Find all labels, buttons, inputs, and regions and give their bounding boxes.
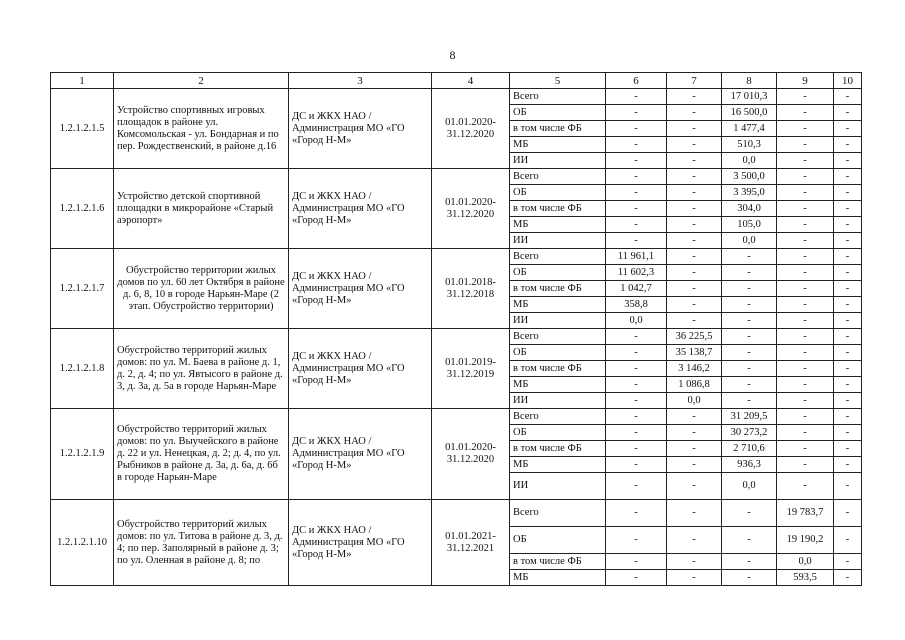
funding-amount: 3 395,0 [722, 185, 777, 201]
funding-amount: - [722, 345, 777, 361]
funding-amount: - [667, 185, 722, 201]
funding-amount: - [834, 281, 862, 297]
funding-amount: - [777, 137, 834, 153]
funding-amount: - [667, 425, 722, 441]
funding-source: ИИ [510, 233, 606, 249]
funding-amount: 35 138,7 [667, 345, 722, 361]
funding-source: МБ [510, 137, 606, 153]
funding-source: в том числе ФБ [510, 554, 606, 570]
funding-amount: - [834, 265, 862, 281]
funding-amount: 936,3 [722, 457, 777, 473]
funding-amount: 30 273,2 [722, 425, 777, 441]
funding-amount: 0,0 [722, 153, 777, 169]
funding-amount: - [606, 473, 667, 500]
funding-source: МБ [510, 570, 606, 586]
funding-amount: - [606, 137, 667, 153]
program-item-name: Устройство детской спортивной площадки в микрорайоне «Старый аэропорт» [114, 169, 289, 249]
funding-amount: 593,5 [777, 570, 834, 586]
table-row [51, 409, 862, 425]
funding-amount: - [667, 89, 722, 105]
funding-amount: 2 710,6 [722, 441, 777, 457]
funding-amount: - [667, 570, 722, 586]
funding-amount: - [722, 361, 777, 377]
funding-amount: - [834, 361, 862, 377]
responsible-executor: ДС и ЖКХ НАО / Администрация МО «ГО «Город Н-М» [289, 249, 432, 329]
funding-amount: - [606, 153, 667, 169]
funding-amount: - [834, 105, 862, 121]
funding-amount: - [606, 393, 667, 409]
funding-amount: - [606, 169, 667, 185]
implementation-period: 01.01.2019-31.12.2019 [432, 329, 510, 409]
program-item-code: 1.2.1.2.1.8 [51, 329, 114, 409]
funding-source: Всего [510, 89, 606, 105]
funding-source: МБ [510, 297, 606, 313]
funding-source: в том числе ФБ [510, 201, 606, 217]
funding-amount: - [722, 281, 777, 297]
funding-source: в том числе ФБ [510, 281, 606, 297]
funding-amount: - [667, 297, 722, 313]
funding-amount: - [667, 473, 722, 500]
funding-amount: - [667, 105, 722, 121]
funding-amount: - [606, 201, 667, 217]
funding-amount: - [722, 249, 777, 265]
table-row [51, 249, 862, 265]
funding-amount: - [834, 313, 862, 329]
funding-amount: - [777, 169, 834, 185]
funding-amount: - [606, 554, 667, 570]
funding-source: ОБ [510, 105, 606, 121]
funding-amount: - [606, 457, 667, 473]
funding-amount: 11 961,1 [606, 249, 667, 265]
funding-amount: - [667, 137, 722, 153]
funding-amount: - [777, 89, 834, 105]
funding-amount: - [606, 570, 667, 586]
funding-source: Всего [510, 329, 606, 345]
funding-source: ИИ [510, 393, 606, 409]
funding-amount: - [777, 393, 834, 409]
program-item-name: Обустройство территорий жилых домов: по ул. Титова в районе д. 3, д. 4; по пер. Заполярный в районе д. 3; по ул. Оленная в районе д. 8; по [114, 500, 289, 586]
funding-amount: - [777, 409, 834, 425]
implementation-period: 01.01.2018-31.12.2018 [432, 249, 510, 329]
funding-amount: - [667, 153, 722, 169]
funding-amount: - [667, 249, 722, 265]
table-row [51, 89, 862, 105]
funding-amount: 0,0 [667, 393, 722, 409]
funding-source: МБ [510, 217, 606, 233]
funding-amount: 0,0 [722, 233, 777, 249]
funding-amount: 11 602,3 [606, 265, 667, 281]
header-cell: 9 [777, 73, 834, 89]
funding-amount: - [834, 217, 862, 233]
table-row [51, 500, 862, 527]
funding-amount: 16 500,0 [722, 105, 777, 121]
funding-amount: 0,0 [777, 554, 834, 570]
funding-amount: - [667, 527, 722, 554]
funding-amount: - [834, 441, 862, 457]
implementation-period: 01.01.2020-31.12.2020 [432, 409, 510, 500]
funding-amount: - [777, 473, 834, 500]
funding-amount: - [606, 217, 667, 233]
funding-amount: - [777, 441, 834, 457]
funding-amount: - [777, 361, 834, 377]
funding-amount: - [777, 329, 834, 345]
funding-source: в том числе ФБ [510, 121, 606, 137]
program-item-code: 1.2.1.2.1.5 [51, 89, 114, 169]
funding-amount: - [722, 313, 777, 329]
funding-amount: - [722, 377, 777, 393]
funding-amount: - [834, 89, 862, 105]
funding-source: ОБ [510, 265, 606, 281]
funding-source: Всего [510, 500, 606, 527]
funding-amount: - [722, 265, 777, 281]
funding-amount: - [777, 377, 834, 393]
funding-amount: - [777, 185, 834, 201]
funding-amount: - [834, 473, 862, 500]
funding-source: ОБ [510, 527, 606, 554]
table-row [51, 329, 862, 345]
header-cell: 7 [667, 73, 722, 89]
funding-amount: - [606, 89, 667, 105]
funding-amount: - [777, 297, 834, 313]
implementation-period: 01.01.2020-31.12.2020 [432, 169, 510, 249]
funding-amount: - [606, 527, 667, 554]
funding-amount: - [834, 121, 862, 137]
header-row [51, 73, 862, 89]
funding-amount: - [722, 527, 777, 554]
funding-amount: - [834, 169, 862, 185]
header-cell: 8 [722, 73, 777, 89]
funding-amount: - [606, 233, 667, 249]
funding-source: Всего [510, 249, 606, 265]
funding-amount: 1 086,8 [667, 377, 722, 393]
funding-source: МБ [510, 377, 606, 393]
funding-amount: - [667, 201, 722, 217]
header-cell: 5 [510, 73, 606, 89]
funding-amount: - [606, 345, 667, 361]
funding-amount: - [834, 185, 862, 201]
header-cell: 6 [606, 73, 667, 89]
funding-source: ИИ [510, 313, 606, 329]
funding-amount: - [606, 121, 667, 137]
funding-amount: - [834, 137, 862, 153]
funding-source: в том числе ФБ [510, 361, 606, 377]
funding-amount: - [834, 377, 862, 393]
funding-source: ИИ [510, 473, 606, 500]
funding-amount: - [667, 217, 722, 233]
implementation-period: 01.01.2021-31.12.2021 [432, 500, 510, 586]
funding-amount: 358,8 [606, 297, 667, 313]
funding-amount: - [834, 201, 862, 217]
funding-amount: 3 500,0 [722, 169, 777, 185]
funding-source: Всего [510, 169, 606, 185]
funding-source: ОБ [510, 425, 606, 441]
header-cell: 3 [289, 73, 432, 89]
funding-amount: - [667, 313, 722, 329]
funding-amount: - [834, 409, 862, 425]
table-row [51, 169, 862, 185]
funding-amount: - [606, 441, 667, 457]
funding-amount: - [606, 185, 667, 201]
program-item-code: 1.2.1.2.1.10 [51, 500, 114, 586]
funding-amount: - [667, 409, 722, 425]
funding-amount: - [667, 554, 722, 570]
funding-amount: - [722, 570, 777, 586]
funding-amount: - [777, 425, 834, 441]
funding-amount: - [606, 105, 667, 121]
program-item-name: Устройство спортивных игровых площадок в районе ул. Комсомольская - ул. Бондарная и по пер. Рождественский, в районе д.16 [114, 89, 289, 169]
funding-amount: - [834, 554, 862, 570]
funding-amount: 3 146,2 [667, 361, 722, 377]
funding-amount: - [667, 265, 722, 281]
funding-amount: - [667, 441, 722, 457]
funding-amount: 19 190,2 [777, 527, 834, 554]
funding-amount: - [667, 169, 722, 185]
funding-amount: - [777, 313, 834, 329]
responsible-executor: ДС и ЖКХ НАО / Администрация МО «ГО «Город Н-М» [289, 169, 432, 249]
funding-amount: - [606, 329, 667, 345]
responsible-executor: ДС и ЖКХ НАО / Администрация МО «ГО «Город Н-М» [289, 409, 432, 500]
funding-amount: - [834, 297, 862, 313]
funding-source: МБ [510, 457, 606, 473]
funding-amount: - [777, 105, 834, 121]
funding-amount: - [834, 233, 862, 249]
program-item-name: Обустройство территорий жилых домов: по ул. М. Баева в районе д. 1, д. 2, д. 4; по ул. Явтысого в районе д. 3, д. 3а, д. 5а в городе Нарьян-Маре [114, 329, 289, 409]
funding-amount: - [834, 457, 862, 473]
header-cell: 1 [51, 73, 114, 89]
funding-amount: - [722, 500, 777, 527]
responsible-executor: ДС и ЖКХ НАО / Администрация МО «ГО «Город Н-М» [289, 89, 432, 169]
program-item-name: Обустройство территории жилых домов по ул. 60 лет Октября в районе д. 6, 8, 10 в городе Нарьян-Маре (2 этап. Обустройство территории) [114, 249, 289, 329]
program-item-code: 1.2.1.2.1.6 [51, 169, 114, 249]
funding-amount: - [777, 457, 834, 473]
implementation-period: 01.01.2020-31.12.2020 [432, 89, 510, 169]
funding-amount: - [667, 281, 722, 297]
funding-amount: - [834, 345, 862, 361]
funding-source: ОБ [510, 345, 606, 361]
funding-amount: - [606, 425, 667, 441]
funding-amount: 304,0 [722, 201, 777, 217]
funding-amount: - [777, 281, 834, 297]
funding-amount: 36 225,5 [667, 329, 722, 345]
funding-amount: - [667, 121, 722, 137]
funding-amount: - [606, 409, 667, 425]
funding-amount: - [834, 393, 862, 409]
program-item-code: 1.2.1.2.1.9 [51, 409, 114, 500]
funding-amount: - [606, 361, 667, 377]
header-cell: 2 [114, 73, 289, 89]
funding-amount: - [722, 329, 777, 345]
funding-source: ИИ [510, 153, 606, 169]
funding-amount: - [834, 500, 862, 527]
funding-amount: - [667, 233, 722, 249]
funding-amount: - [777, 345, 834, 361]
funding-amount: 17 010,3 [722, 89, 777, 105]
funding-amount: - [834, 153, 862, 169]
funding-amount: 31 209,5 [722, 409, 777, 425]
funding-amount: - [777, 121, 834, 137]
funding-amount: - [834, 425, 862, 441]
funding-source: ОБ [510, 185, 606, 201]
program-item-code: 1.2.1.2.1.7 [51, 249, 114, 329]
funding-amount: 0,0 [606, 313, 667, 329]
page-number: 8 [449, 48, 456, 62]
funding-amount: 1 477,4 [722, 121, 777, 137]
funding-amount: - [722, 554, 777, 570]
funding-amount: - [777, 153, 834, 169]
funding-amount: - [606, 377, 667, 393]
header-cell: 10 [834, 73, 862, 89]
header-cell: 4 [432, 73, 510, 89]
funding-amount: - [777, 249, 834, 265]
funding-amount: - [834, 329, 862, 345]
funding-amount: 105,0 [722, 217, 777, 233]
funding-amount: 19 783,7 [777, 500, 834, 527]
funding-amount: 510,3 [722, 137, 777, 153]
funding-amount: - [834, 249, 862, 265]
funding-amount: - [777, 201, 834, 217]
funding-amount: - [777, 233, 834, 249]
responsible-executor: ДС и ЖКХ НАО / Администрация МО «ГО «Город Н-М» [289, 500, 432, 586]
funding-amount: - [834, 570, 862, 586]
funding-amount: - [777, 265, 834, 281]
funding-amount: - [722, 393, 777, 409]
program-item-name: Обустройство территорий жилых домов: по ул. Выучейского в районе д. 22 и ул. Ненецкая, д. 2; д. 4, по ул. Рыбников в районе д. 3а, д. 6а, д. 6б в городе Нарьян-Маре [114, 409, 289, 500]
funding-source: Всего [510, 409, 606, 425]
funding-source: в том числе ФБ [510, 441, 606, 457]
funding-amount: - [606, 500, 667, 527]
budget-table [50, 72, 862, 586]
funding-amount: 1 042,7 [606, 281, 667, 297]
funding-amount: - [667, 457, 722, 473]
responsible-executor: ДС и ЖКХ НАО / Администрация МО «ГО «Город Н-М» [289, 329, 432, 409]
funding-amount: - [722, 297, 777, 313]
funding-amount: - [777, 217, 834, 233]
funding-amount: 0,0 [722, 473, 777, 500]
funding-amount: - [667, 500, 722, 527]
funding-amount: - [834, 527, 862, 554]
